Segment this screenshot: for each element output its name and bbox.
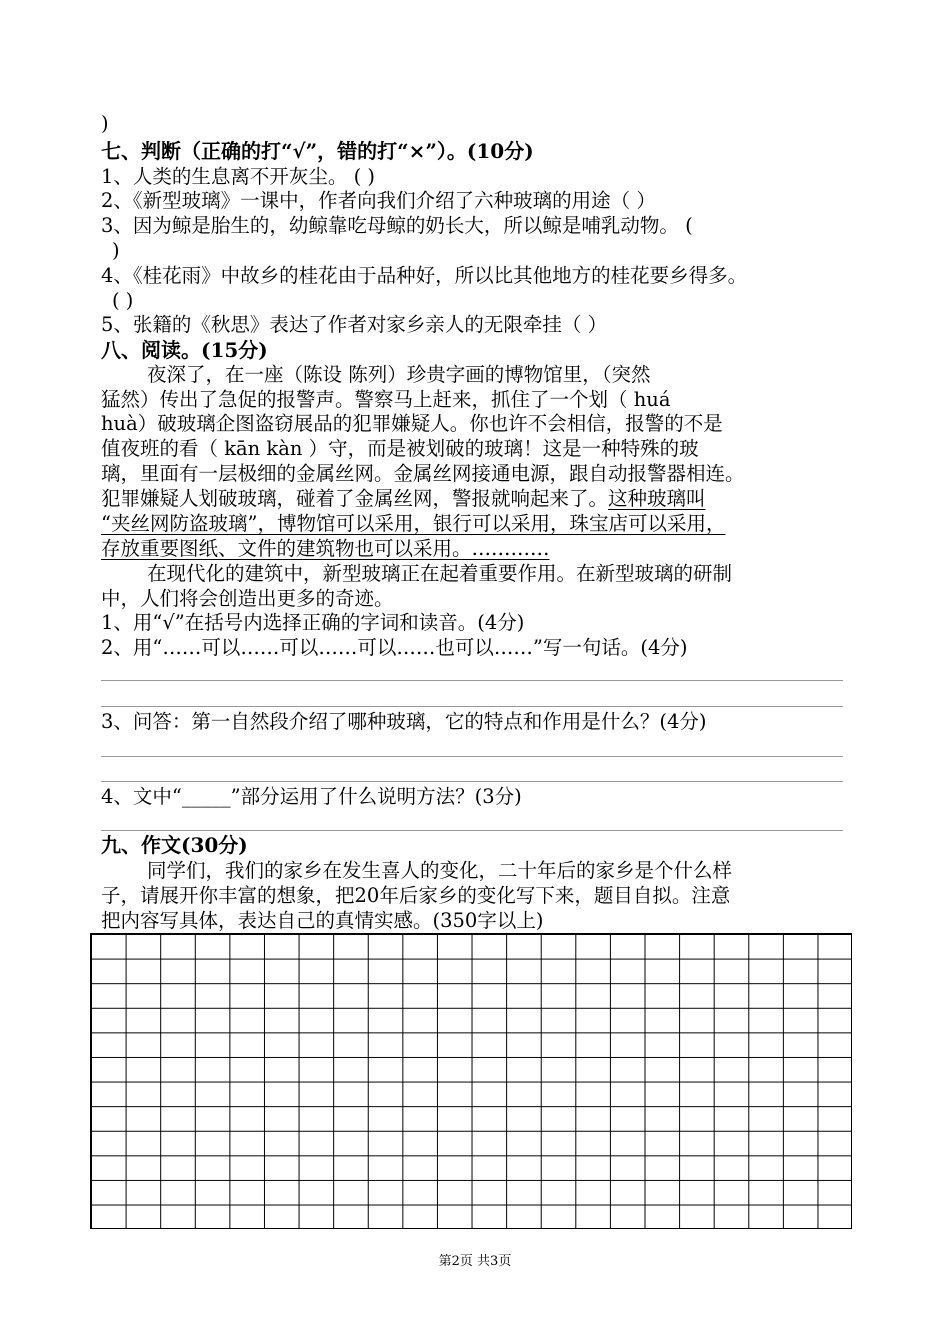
reading-line-6-plain: 犯罪嫌疑人划破玻璃，碰着了金属丝网，警报就响起来了。 [101,487,609,510]
reading-q3: 3、问答：第一自然段介绍了哪种玻璃，它的特点和作用是什么？(4分) [101,710,707,733]
answer-line-q2-1[interactable] [101,680,843,681]
reading-line-10: 中，人们将会创造出更多的奇迹。 [101,587,394,610]
continuation-paren: ) [101,112,109,135]
reading-line-7-underlined: “夹丝网防盗玻璃”，博物馆可以采用，银行可以采用，珠宝店可以采用， [101,512,726,535]
essay-writing-grid[interactable] [90,933,852,1229]
reading-q2: 2、用“……可以……可以……可以……也可以……”写一句话。(4分) [101,636,688,659]
judge-q2: 2、《新型玻璃》一课中，作者向我们介绍了六种玻璃的用途（ ） [101,189,656,212]
reading-line-8-underlined: 存放重要图纸、文件的建筑物也可以采用。………… [101,537,550,560]
judge-q3: 3、因为鲸是胎生的，幼鲸靠吃母鲸的奶长大，所以鲸是哺乳动物。 ( [101,214,693,237]
answer-line-q2-2[interactable] [101,706,843,707]
section-7-title: 七、判断（正确的打“√”，错的打“×”）。(10分) [101,139,534,163]
judge-q5: 5、张籍的《秋思》表达了作者对家乡亲人的无限牵挂（ ） [101,313,608,336]
answer-line-q3-1[interactable] [101,756,843,757]
reading-line-9: 在现代化的建筑中，新型玻璃正在起着重要作用。在新型玻璃的研制 [147,562,733,585]
essay-prompt-line-2: 子，请展开你丰富的想象，把20年后家乡的变化写下来，题目自拟。注意 [101,884,731,907]
reading-line-6-underlined: 这种玻璃叫 [608,487,706,510]
reading-line-6 [101,486,706,512]
reading-line-4: 值夜班的看（ kān kàn ）守，而是被划破的玻璃！这是一种特殊的玻 [101,437,699,460]
judge-q3-paren: ) [112,239,120,262]
essay-prompt-line-1: 同学们，我们的家乡在发生喜人的变化，二十年后的家乡是个什么样 [147,859,733,882]
reading-line-3: huà）破玻璃企图盗窃展品的犯罪嫌疑人。你也许不会相信，报警的不是 [101,412,723,435]
answer-line-q4[interactable] [101,830,843,831]
reading-q4: 4、文中“_____”部分运用了什么说明方法？(3分) [101,785,522,808]
reading-line-1: 夜深了，在一座（陈设 陈列）珍贵字画的博物馆里，（突然 [147,363,651,386]
section-8-title: 八、阅读。(15分) [101,338,268,362]
reading-line-2: 猛然）传出了急促的报警声。警察马上赶来，抓住了一个划（ huá [101,388,671,411]
answer-line-q3-2[interactable] [101,781,843,782]
essay-prompt-line-3: 把内容写具体，表达自己的真情实感。(350字以上) [101,909,544,932]
page-footer: 第2页 共3页 [438,1254,512,1269]
judge-q4: 4、《桂花雨》中故乡的桂花由于品种好，所以比其他地方的桂花要乡得多。 [101,264,748,287]
judge-q1: 1、人类的生息离不开灰尘。 ( ) [101,165,376,188]
reading-q1: 1、用“√”在括号内选择正确的字词和读音。(4分) [101,611,525,634]
section-9-title: 九、作文(30分) [101,833,248,857]
reading-line-5: 璃，里面有一层极细的金属丝网。金属丝网接通电源，跟自动报警器相连。 [101,462,745,485]
judge-q4-paren: ( ) [112,289,134,312]
